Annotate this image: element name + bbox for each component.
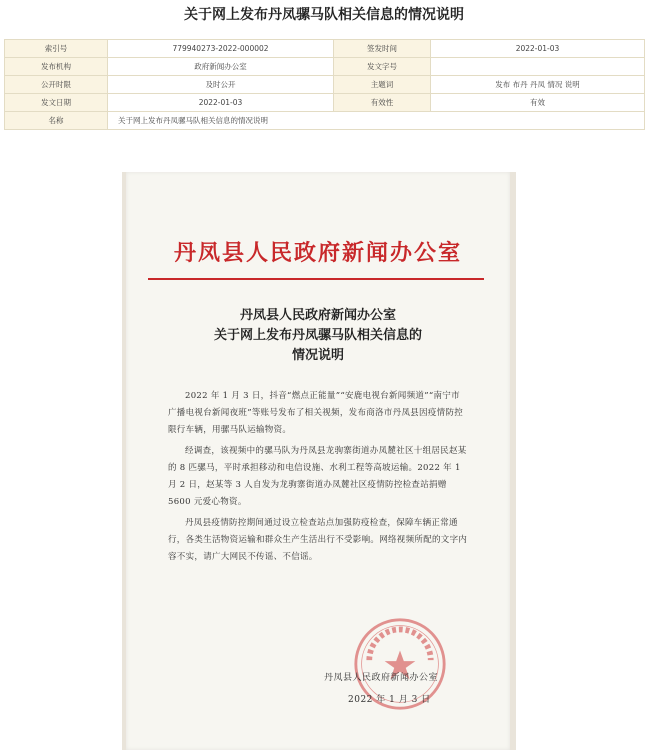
document-title-line: 关于网上发布丹凤骡马队相关信息的 <box>213 328 422 343</box>
name-value: 关于网上发布丹凤骡马队相关信息的情况说明 <box>108 112 645 130</box>
body-paragraph: 丹凤县疫情防控期间通过设立检查站点加强防疫检查，保障车辆正常通行，各类生活物资运输和群众生产生活出行不受影响。网络视频所配的文字内容不实，请广大网民不传谣、不信谣。 <box>168 518 468 562</box>
index-number-value: 779940273-2022-000002 <box>108 40 334 58</box>
issue-date-label: 发文日期 <box>5 94 108 112</box>
body-paragraph: 2022 年 1 月 3 日，抖音“燃点正能量”“安鹿电视台新闻频道”“南宁市广播电视台新闻夜班”等账号发布了相关视频，发布商洛市丹凤县因疫情防控限行车辆，用骡马队运输物资。 <box>168 391 464 435</box>
document-title-line: 丹凤县人民政府新闻办公室 <box>239 308 396 323</box>
table-row <box>5 40 645 58</box>
page-title: 关于网上发布丹凤骡马队相关信息的情况说明 <box>184 7 464 23</box>
disclosure-value: 及时公开 <box>108 76 334 94</box>
keywords-value: 发布 布丹 丹凤 情况 说明 <box>431 76 645 94</box>
document-number-value <box>431 58 645 76</box>
signature-organization: 丹凤县人民政府新闻办公室 <box>324 673 439 683</box>
table-row <box>5 76 645 94</box>
issue-time-value: 2022-01-03 <box>431 40 645 58</box>
table-row <box>5 94 645 112</box>
signature-date: 2022 年 1 月 3 日 <box>348 695 431 705</box>
keywords-label: 主题词 <box>334 76 431 94</box>
letterhead: 丹凤县人民政府新闻办公室 <box>173 240 462 266</box>
publisher-value: 政府新闻办公室 <box>108 58 334 76</box>
issue-time-label: 签发时间 <box>334 40 431 58</box>
validity-label: 有效性 <box>334 94 431 112</box>
body-paragraph: 经调查，该视频中的骡马队为丹凤县龙驹寨街道办凤麓社区十组居民赵某的 8 匹骡马，平时承担移动和电信设施、水利工程等高坡运输。2022 年 1 月 2 日，赵某等 3 人自发为龙驹寨街道办凤麓社区疫情防控检查站捐赠 5600 元爱心物资。 <box>168 446 467 507</box>
publisher-label: 发布机构 <box>5 58 108 76</box>
document-scan-image <box>122 172 516 750</box>
issue-date-value: 2022-01-03 <box>108 94 334 112</box>
document-title-line: 情况说明 <box>291 348 344 363</box>
validity-value: 有效 <box>431 94 645 112</box>
document-title <box>126 306 510 366</box>
disclosure-label: 公开时限 <box>5 76 108 94</box>
document-number-label: 发文字号 <box>334 58 431 76</box>
document-paper <box>126 172 510 750</box>
table-row <box>5 58 645 76</box>
name-label: 名称 <box>5 112 108 130</box>
metadata-table <box>4 39 645 130</box>
table-row <box>5 112 645 130</box>
document-body <box>168 388 468 570</box>
letterhead-rule <box>148 278 484 280</box>
index-number-label: 索引号 <box>5 40 108 58</box>
